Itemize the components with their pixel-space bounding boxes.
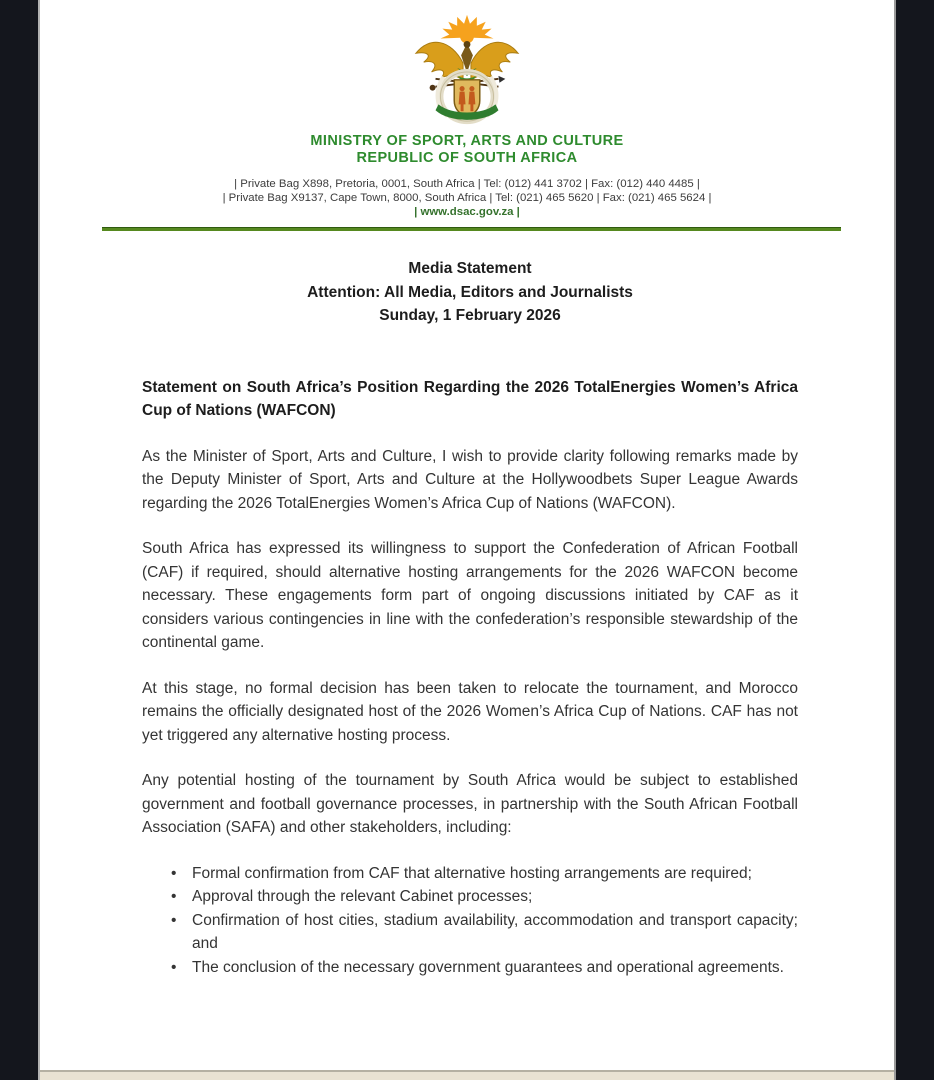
contact-line-pretoria: | Private Bag X898, Pretoria, 0001, South Africa | Tel: (012) 441 3702 | Fax: (012) 440 4485 | [234,178,700,190]
letter-body [142,257,798,979]
list-item-host-cities: • Confirmation of host cities, stadium availability, accommodation and transport capacity; and [142,909,798,956]
statement-head [142,257,798,328]
document-page [38,0,896,1080]
south-africa-coat-of-arms-icon [408,13,526,125]
list-item-caf-confirmation: • Formal confirmation from CAF that alternative hosting arrangements are required; [142,862,798,886]
letterhead [40,0,894,218]
statement-title: Statement on South Africa’s Position Regarding the 2026 TotalEnergies Women’s Africa Cup of Nations (WAFCON) [142,378,798,419]
letter-sheet [40,0,894,1070]
ministry-name: MINISTRY OF SPORT, ARTS AND CULTURE [310,133,624,149]
website-link: | www.dsac.gov.za | [414,206,520,218]
list-item-cabinet-approval: • Approval through the relevant Cabinet processes; [142,885,798,909]
paragraph-willingness: South Africa has expressed its willingness to support the Confederation of African Football (CAF) if required, should alternative hosting arrangements for the 2026 WAFCON become necessary. These engagements form part of ongoing discussions initiated by CAF as it considers various contingencies in line with the confederation’s responsible stewardship of the continental game. [142,540,798,651]
paragraph-intro: As the Minister of Sport, Arts and Culture, I wish to provide clarity following remarks made by the Deputy Minister of Sport, Arts and Culture at the Hollywoodbets Super League Awards regarding the 2026 TotalEnergies Women’s Africa Cup of Nations (WAFCON). [142,447,798,512]
contact-line-cape-town: | Private Bag X9137, Cape Town, 8000, South Africa | Tel: (021) 465 5620 | Fax: (021) 465 5624 | [222,192,712,204]
list-item-guarantees: • The conclusion of the necessary government guarantees and operational agreements. [142,956,798,980]
page-bottom-edge [40,1070,894,1080]
paragraph-no-decision: At this stage, no formal decision has been taken to relocate the tournament, and Morocco remains the officially designated host of the 2026 Women’s Africa Cup of Nations. CAF has not yet triggered any alternative hosting process. [142,679,798,744]
contact-block [40,177,894,205]
date-line: Sunday, 1 February 2026 [379,307,561,324]
paragraph-conditions: Any potential hosting of the tournament by South Africa would be subject to established government and football governance processes, in partnership with the South African Football Association (SAFA) and other stakeholders, including: [142,772,798,836]
letterhead-divider [102,227,841,231]
attention-line: Attention: All Media, Editors and Journalists [307,283,633,301]
republic-name: REPUBLIC OF SOUTH AFRICA [356,150,578,166]
doc-type: Media Statement [408,260,532,277]
requirements-list [142,862,798,980]
